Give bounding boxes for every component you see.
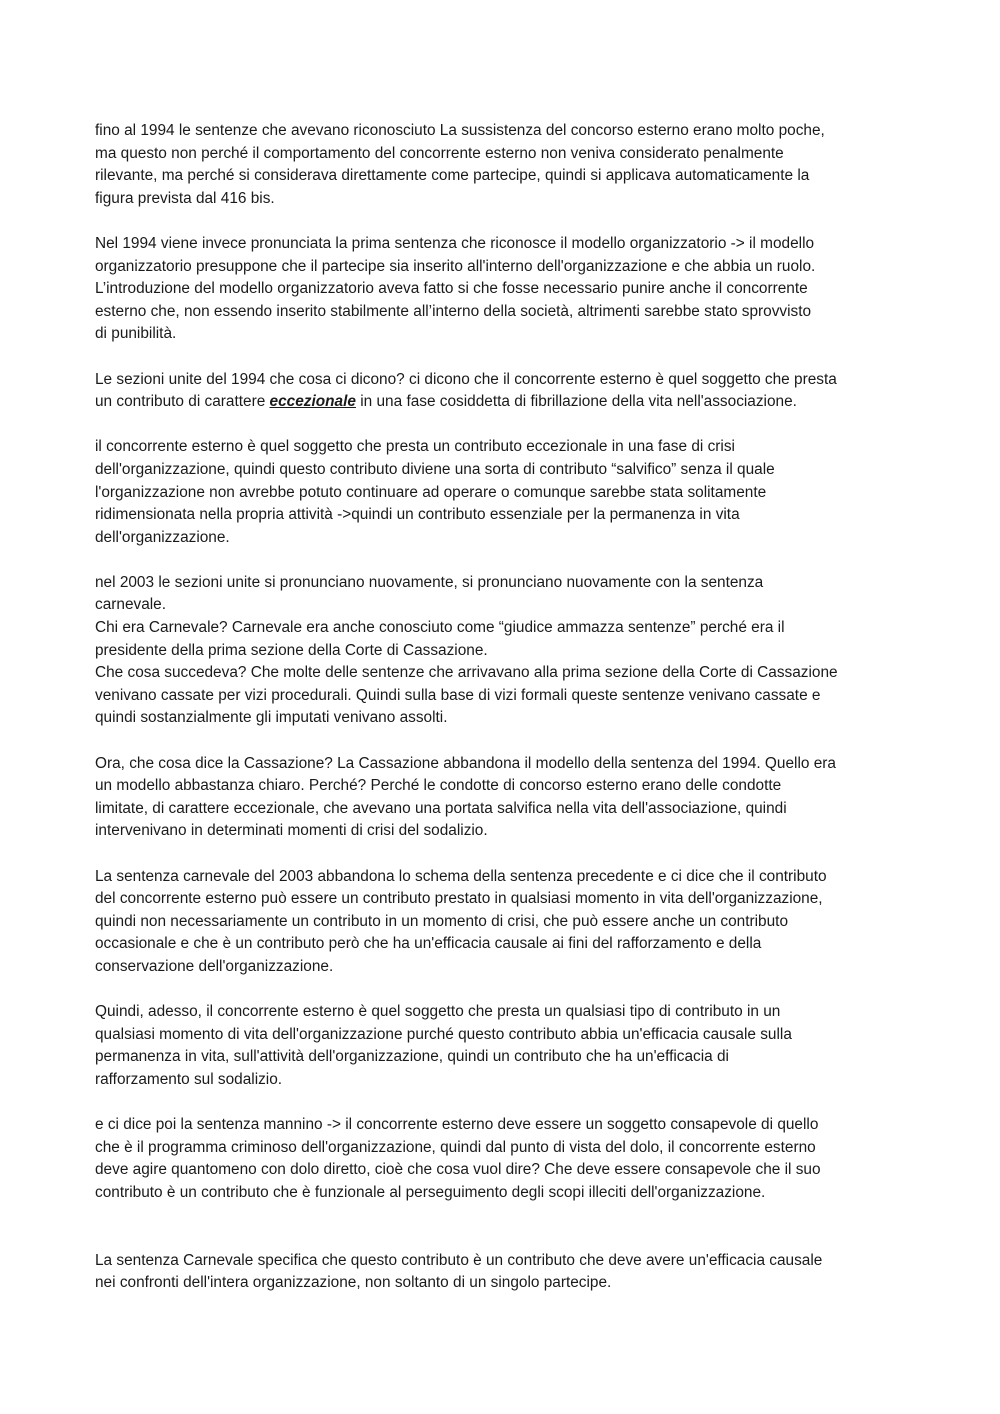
- text-line: organizzatorio presuppone che il partecipe sia inserito all'interno dell'organizzazione e che abbia un ruolo.: [95, 257, 816, 275]
- text-line: nel 2003 le sezioni unite si pronunciano nuovamente, si pronunciano nuovamente con la sentenza: [95, 573, 764, 591]
- text-line: e ci dice poi la sentenza mannino -> il concorrente esterno deve essere un soggetto consapevole di quello: [95, 1116, 819, 1134]
- paragraph-3: [95, 369, 910, 414]
- paragraph-4: [95, 436, 910, 549]
- text-line: deve agire quantomeno con dolo diretto, cioè che cosa vuol dire? Che deve essere consapevole che il suo: [95, 1161, 821, 1179]
- text-line: un modello abbastanza chiaro. Perché? Perché le condotte di concorso esterno erano delle condotte: [95, 777, 782, 795]
- paragraph-9: [95, 1114, 910, 1204]
- paragraph-1: [95, 120, 910, 210]
- paragraph-5: [95, 572, 910, 730]
- text-segment: un contributo di carattere: [95, 393, 270, 411]
- text-line: ridimensionata nella propria attività ->quindi un contributo essenziale per la permanenza in vita: [95, 506, 740, 524]
- paragraph-2: [95, 233, 910, 346]
- text-line: carnevale.: [95, 596, 167, 614]
- text-line: fino al 1994 le sentenze che avevano riconosciuto La sussistenza del concorso esterno erano molto poche,: [95, 122, 825, 139]
- text-line: quindi non necessariamente un contributo in un momento di crisi, che può essere anche un contributo: [95, 912, 788, 930]
- text-line: che è il programma criminoso dell'organizzazione, quindi dal punto di vista del dolo, il concorrente esterno: [95, 1138, 816, 1156]
- text-line: rilevante, ma perché si considerava direttamente come partecipe, quindi si applicava automaticamente la: [95, 167, 810, 185]
- text-line: La sentenza Carnevale specifica che questo contributo è un contributo che deve avere un'efficacia causale: [95, 1251, 823, 1269]
- text-line: qualsiasi momento di vita dell'organizzazione purché questo contributo abbia un'efficacia causale sulla: [95, 1025, 792, 1043]
- text-segment: in una fase cosiddetta di fibrillazione della vita nell'associazione.: [355, 393, 797, 411]
- paragraph-6: [95, 753, 910, 843]
- text-line: conservazione dell'organizzazione.: [95, 957, 334, 975]
- text-line: figura prevista dal 416 bis.: [95, 189, 275, 207]
- text-line: Le sezioni unite del 1994 che cosa ci dicono? ci dicono che il concorrente esterno è quel soggetto che presta: [95, 370, 837, 388]
- paragraph-10: [95, 1250, 910, 1295]
- text-line: Quindi, adesso, il concorrente esterno è quel soggetto che presta un qualsiasi tipo di contributo in un: [95, 1003, 781, 1021]
- text-line: venivano cassate per vizi procedurali. Quindi sulla base di vizi formali queste sentenze venivano cassate e: [95, 686, 821, 704]
- text-line: permanenza in vita, sull'attività dell'organizzazione, quindi un contributo che ha un'efficacia di: [95, 1048, 729, 1066]
- text-line: ma questo non perché il comportamento del concorrente esterno non veniva considerato penalmente: [95, 144, 784, 162]
- text-line: occasionale e che è un contributo però che ha un'efficacia causale ai fini del rafforzamento e della: [95, 935, 762, 953]
- text-line: dell'organizzazione.: [95, 528, 230, 546]
- text-line: quindi sostanzialmente gli imputati venivano assolti.: [95, 709, 448, 727]
- emphasized-word: eccezionale: [269, 393, 356, 411]
- paragraph-7: [95, 866, 910, 979]
- text-line: dell'organizzazione, quindi questo contributo diviene una sorta di contributo “salvifico” senza il quale: [95, 460, 775, 478]
- text-line: contributo è un contributo che è funzionale al perseguimento degli scopi illeciti dell'organizzazione.: [95, 1183, 766, 1201]
- text-line: Nel 1994 viene invece pronunciata la prima sentenza che riconosce il modello organizzatorio -> il modello: [95, 234, 815, 252]
- blank-line: [95, 1227, 910, 1250]
- text-line: del concorrente esterno può essere un contributo prestato in qualsiasi momento in vita dell'organizzazione,: [95, 890, 823, 908]
- text-line: rafforzamento sul sodalizio.: [95, 1070, 283, 1088]
- text-line: L’introduzione del modello organizzatorio aveva fatto si che fosse necessario punire anche il concorrente: [95, 280, 808, 298]
- paragraph-8: [95, 1001, 910, 1091]
- text-line: Che cosa succedeva? Che molte delle sentenze che arrivavano alla prima sezione della Corte di Cassazione: [95, 664, 838, 682]
- text-line: nei confronti dell'intera organizzazione, non soltanto di un singolo partecipe.: [95, 1274, 612, 1292]
- text-line-emphasis: [95, 391, 910, 414]
- text-line: intervenivano in determinati momenti di crisi del sodalizio.: [95, 822, 488, 840]
- text-line: limitate, di carattere eccezionale, che avevano una portata salvifica nella vita dell'associazione, quindi: [95, 799, 787, 817]
- text-line: Chi era Carnevale? Carnevale era anche conosciuto come “giudice ammazza sentenze” perché era il: [95, 619, 785, 637]
- text-line: presidente della prima sezione della Corte di Cassazione.: [95, 641, 488, 659]
- text-line: esterno che, non essendo inserito stabilmente all’interno della società, altrimenti sarebbe stato sprovvisto: [95, 302, 812, 320]
- text-line: di punibilità.: [95, 325, 177, 343]
- document-page: [95, 120, 910, 1317]
- text-line: La sentenza carnevale del 2003 abbandona lo schema della sentenza precedente e ci dice che il contributo: [95, 867, 827, 885]
- text-line: l'organizzazione non avrebbe potuto continuare ad operare o comunque sarebbe stata solitamente: [95, 483, 767, 501]
- text-line: Ora, che cosa dice la Cassazione? La Cassazione abbandona il modello della sentenza del 1994. Quello era: [95, 754, 836, 772]
- text-line: il concorrente esterno è quel soggetto che presta un contributo eccezionale in una fase di crisi: [95, 438, 735, 456]
